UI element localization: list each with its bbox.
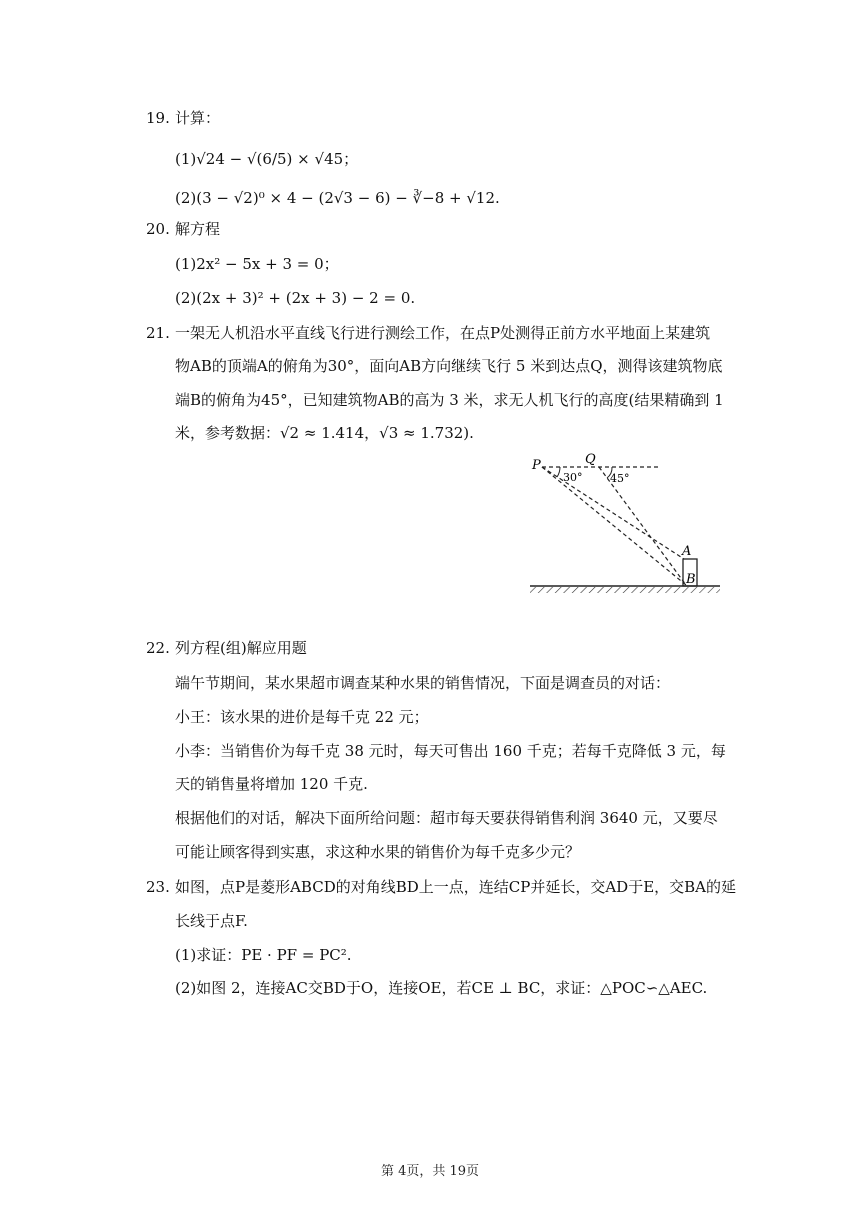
q23-line1: 如图，点P是菱形ABCD的对角线BD上一点，连结CP并延长，交AD于E，交BA的延 (175, 878, 737, 896)
q20-number: 20. (146, 220, 170, 238)
q21-line2: 物AB的顶端A的俯角为30°，面向AB方向继续飞行 5 米到达点Q，测得该建筑物底 (175, 357, 723, 375)
q23-line3: (1)求证：PE · PF = PC². (175, 946, 352, 964)
q21-number: 21. (146, 324, 170, 342)
q20-item2: (2)(2x + 3)² + (2x + 3) − 2 = 0. (175, 289, 416, 307)
q20-item1: (1)2x² − 5x + 3 = 0； (175, 255, 339, 273)
q22-line1: 端午节期间，某水果超市调查某种水果的销售情况，下面是调查员的对话： (175, 674, 671, 692)
q21-line3: 端B的俯角为45°，已知建筑物AB的高为 3 米，求无人机飞行的高度(结果精确到 1 (175, 391, 724, 409)
label-a: A (682, 544, 692, 559)
q19-title: 计算： (175, 109, 221, 127)
q20-title: 解方程 (175, 220, 221, 238)
q19-item1: (1)√24 − √(6/5) × √45； (175, 150, 359, 168)
q22-number: 22. (146, 639, 170, 657)
page-footer: 第 4页，共 19页 (380, 1164, 480, 1179)
q19-number: 19. (146, 109, 170, 127)
q22-line3: 小李：当销售价为每千克 38 元时，每天可售出 160 千克；若每千克降低 3 元，每 (175, 742, 726, 760)
drone-figure (526, 452, 726, 598)
q22-line2: 小王：该水果的进价是每千克 22 元； (175, 708, 429, 726)
q19-item2: (2)(3 − √2)⁰ × 4 − (2√3 − 6) − ∛−8 + √12. (175, 189, 500, 207)
ground-hatch (530, 587, 720, 593)
label-q: Q (585, 452, 596, 467)
label-angle45: 45° (610, 472, 630, 485)
label-b: B (686, 572, 696, 587)
q23-line2: 长线于点F. (175, 912, 248, 930)
q21-line4: 米，参考数据：√2 ≈ 1.414，√3 ≈ 1.732). (175, 424, 474, 442)
label-angle30: 30° (563, 471, 583, 484)
q23-number: 23. (146, 878, 170, 896)
q22-line4: 天的销售量将增加 120 千克. (175, 775, 368, 793)
q22-line6: 可能让顾客得到实惠，求这种水果的销售价为每千克多少元？ (175, 843, 581, 861)
q23-line4: (2)如图 2，连接AC交BD于O，连接OE，若CE ⊥ BC，求证：△POC∽△AEC. (175, 979, 708, 997)
q22-line5: 根据他们的对话，解决下面所给问题：超市每天要获得销售利润 3640 元，又要尽 (175, 809, 718, 827)
label-p: P (532, 458, 541, 473)
angle-30-arc (557, 467, 560, 477)
q22-title: 列方程(组)解应用题 (175, 639, 307, 657)
q21-line1: 一架无人机沿水平直线飞行进行测绘工作，在点P处测得正前方水平地面上某建筑 (175, 324, 711, 342)
